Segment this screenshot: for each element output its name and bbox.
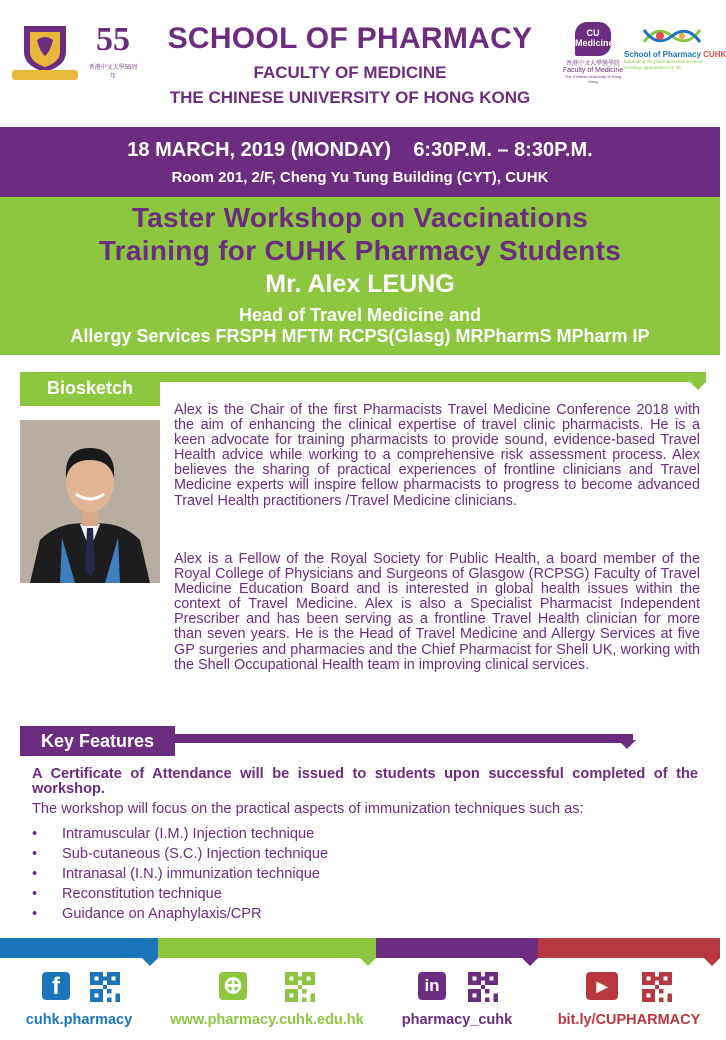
biosketch-paragraph-2: Alex is a Fellow of the Royal Society for Public Health, a board member of the Royal College of Physicians and Surgeons of Glasgow (RCPSG) Faculty of Travel Medicine Education Board and is interested in global health issues within the context of Travel Medicine. Alex is also a Specialist Pharmacist Independent Prescriber and has been serving as a frontline Travel Health clinician for more than seven years. He is the Head of Travel Medicine and Allergy Services at five GP surgeries and pharmacies and the Chief Pharmacist for Shell UK, working with the Shell Occupational Health team in improving clinical services. bbox=[174, 551, 700, 673]
workshop-title-line1: Taster Workshop on Vaccinations bbox=[131, 202, 589, 233]
workshop-focus: The workshop will focus on the practical aspects of immunization techniques such as: bbox=[32, 801, 584, 817]
qr-code-icon bbox=[468, 972, 498, 1002]
footer-wedge bbox=[360, 958, 376, 966]
footer-wedge bbox=[522, 958, 538, 966]
biosketch-rule bbox=[160, 372, 706, 382]
cu-medicine-label: Faculty of Medicine bbox=[562, 67, 624, 74]
list-item-text: Sub-cutaneous (S.C.) Injection technique bbox=[62, 846, 329, 862]
footer-wedge bbox=[704, 958, 720, 966]
dna-helix-icon bbox=[642, 22, 702, 50]
certificate-note: A Certificate of Attendance will be issued to students upon successful completed of the workshop. bbox=[32, 766, 698, 797]
footer-bar-youtube bbox=[538, 938, 720, 958]
list-item-text: Intramuscular (I.M.) Injection technique bbox=[62, 826, 315, 842]
globe-icon[interactable]: ⊕ bbox=[219, 972, 247, 1000]
speaker-role-line2: Allergy Services FRSPH MFTM RCPS(Glasg) MRPharmS MPharm IP bbox=[70, 326, 650, 346]
list-item bbox=[32, 844, 692, 864]
footer-wedge bbox=[142, 958, 158, 966]
footer-bar-facebook bbox=[0, 938, 158, 958]
event-time: 6:30P.M. – 8:30P.M. bbox=[413, 139, 593, 161]
biosketch-paragraph-1: Alex is the Chair of the first Pharmacists Travel Medicine Conference 2018 with the aim of enhancing the clinical expertise of travel clinic pharmacists. He is a keen advocate for training pharmacists to provide sound, evidence-based Travel Health advice while working to a comprehensive risk assessment process. Alex believes the sharing of practical experiences of frontline clinicians and Travel Medicine experts will inspire fellow pharmacists to progress to become advanced Travel Health practitioners /Travel Medicine clinicians. bbox=[174, 402, 700, 509]
cu-medicine-sub: The Chinese University of Hong Kong bbox=[564, 74, 622, 84]
workshop-title-line2: Training for CUHK Pharmacy Students bbox=[98, 235, 622, 266]
list-item-text: Intranasal (I.N.) immunization technique bbox=[62, 866, 320, 882]
anniversary-number: 55 bbox=[96, 21, 130, 58]
event-venue: Room 201, 2/F, Cheng Yu Tung Building (CYT), CUHK bbox=[171, 169, 549, 186]
event-datetime bbox=[0, 139, 720, 162]
speaker-name: Mr. Alex LEUNG bbox=[265, 270, 455, 298]
faculty-title: FACULTY OF MEDICINE bbox=[253, 63, 447, 82]
facebook-icon[interactable]: f bbox=[42, 972, 70, 1000]
bullet: • bbox=[32, 846, 38, 862]
list-item-text: Reconstitution technique bbox=[62, 886, 222, 902]
event-date: 18 MARCH, 2019 (MONDAY) bbox=[127, 139, 392, 161]
website-link[interactable]: www.pharmacy.cuhk.edu.hk bbox=[170, 1012, 364, 1028]
key-features-heading: Key Features bbox=[20, 726, 175, 756]
facebook-link[interactable]: cuhk.pharmacy bbox=[25, 1012, 133, 1028]
cuhk-crest-logo bbox=[10, 22, 80, 82]
speaker-role-line1: Head of Travel Medicine and bbox=[238, 305, 482, 325]
anniversary-55-logo bbox=[88, 21, 138, 80]
school-title: SCHOOL OF PHARMACY bbox=[167, 22, 533, 55]
list-item bbox=[32, 884, 692, 904]
qr-code-icon bbox=[285, 972, 315, 1002]
cu-medicine-logo bbox=[562, 22, 624, 82]
footer-bar-website bbox=[158, 938, 376, 958]
anniversary-caption: 香港中文大學55周年 bbox=[88, 65, 138, 80]
bullet: • bbox=[32, 886, 38, 902]
biosketch-rule-end bbox=[690, 382, 706, 390]
footer-bar-linkedin bbox=[376, 938, 538, 958]
bullet: • bbox=[32, 826, 38, 842]
list-item-text: Guidance on Anaphylaxis/CPR bbox=[62, 906, 262, 922]
university-title: THE CHINESE UNIVERSITY OF HONG KONG bbox=[169, 88, 531, 107]
qr-code-icon bbox=[90, 972, 120, 1002]
sop-label: School of Pharmacy bbox=[624, 50, 701, 59]
speaker-photo bbox=[20, 420, 160, 583]
linkedin-icon[interactable]: in bbox=[418, 972, 446, 1000]
sop-tagline: Expanding the pharmaceutical universe; Creating opportunities for life bbox=[624, 59, 705, 70]
bullet: • bbox=[32, 906, 38, 922]
list-item bbox=[32, 824, 692, 844]
list-item bbox=[32, 904, 692, 924]
list-item bbox=[32, 864, 692, 884]
key-features-rule bbox=[175, 734, 633, 743]
qr-code-icon bbox=[642, 972, 672, 1002]
bullet: • bbox=[32, 866, 38, 882]
biosketch-heading: Biosketch bbox=[20, 372, 160, 406]
linkedin-link[interactable]: pharmacy_cuhk bbox=[401, 1012, 513, 1028]
technique-list bbox=[32, 824, 692, 924]
event-band bbox=[0, 127, 720, 197]
cu-medicine-badge: CU Medicine bbox=[575, 22, 611, 56]
key-features-rule-end bbox=[618, 740, 636, 749]
youtube-icon[interactable]: ▶ bbox=[586, 972, 618, 1000]
cu-medicine-caption: 香港中文大學醫學院 bbox=[565, 61, 620, 67]
youtube-link[interactable]: bit.ly/CUPHARMACY bbox=[557, 1012, 701, 1028]
school-of-pharmacy-logo bbox=[624, 22, 726, 84]
sop-label-accent: CUHK bbox=[703, 50, 726, 59]
